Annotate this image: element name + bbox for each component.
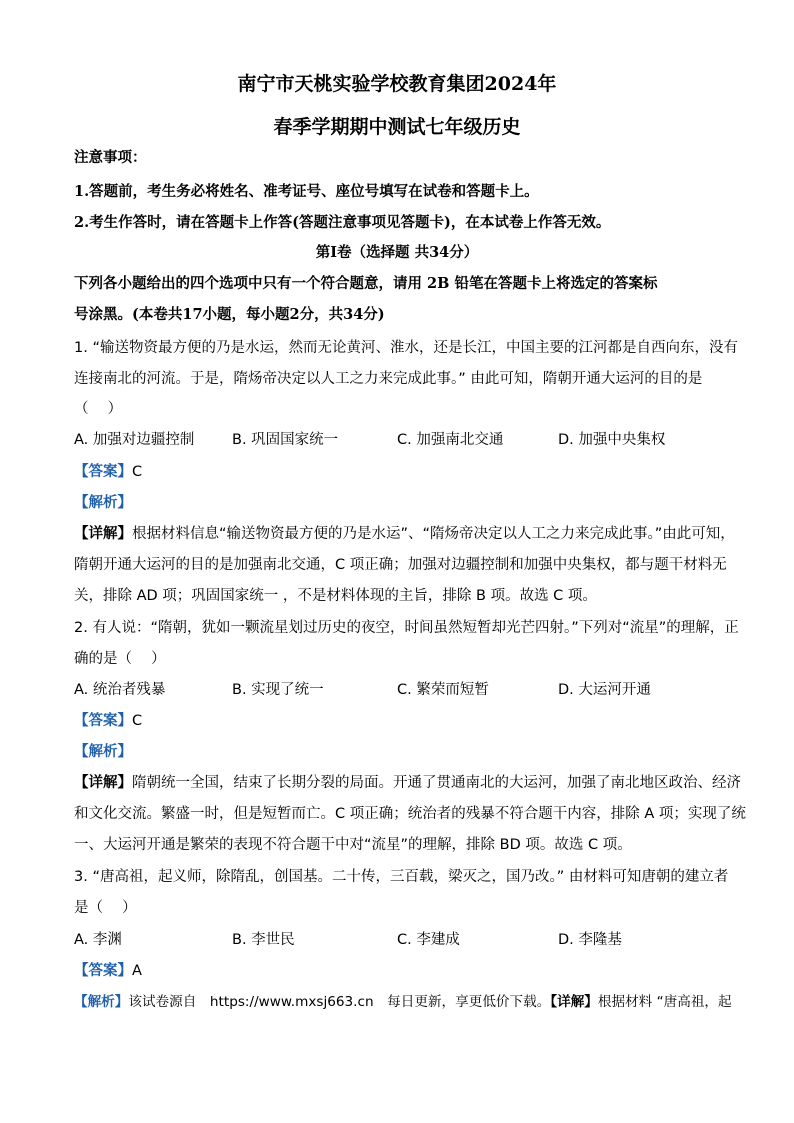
q1-stem-line1: 1. “输送物资最方便的乃是水运，然而无论黄河、淮水，还是长江，中国主要的江河都是自西向东，没有 (74, 340, 738, 356)
notice-item-2: 2.考生作答时，请在答题卡上作答(答题注意事项见答题卡)，在本试卷上作答无效。 (74, 214, 611, 231)
detail-label: 【详解】 (74, 775, 132, 791)
detail-label: 【详解】 (74, 526, 132, 542)
q1-option-c: C. 加强南北交通 (397, 432, 504, 448)
section-instructions-line2: 号涂黑。(本卷共17小题，每小题2分，共34分) (74, 306, 385, 323)
q2-analysis (74, 741, 724, 763)
section-title: 第Ⅰ卷（选择题 共34分） (315, 244, 479, 261)
q2-detail-line2: 和文化交流。繁盛一时，但是短暂而亡。C 项正确；统治者的残暴不符合题干内容，排除 A 项；实现了统 (74, 806, 746, 822)
q1-answer-value: C (132, 464, 143, 480)
q3-detail-start: 根据材料 “唐高祖，起 (597, 994, 732, 1010)
q3-option-d: D. 李隆基 (558, 932, 622, 948)
q2-stem-line1: 2. 有人说：“隋朝，犹如一颗流星划过历史的夜空，时间虽然短暂却光芒四射。”下列对“流星”的理解，正 (74, 620, 739, 636)
q3-answer-value: A (132, 963, 142, 979)
q1-detail-line3: 关，排除 AD 项；巩固国家统一 ，不是材料体现的主旨，排除 B 项。故选 C 项。 (74, 588, 597, 604)
notice-heading: 注意事项： (74, 149, 147, 166)
q2-answer (74, 710, 724, 732)
q1-option-a: A. 加强对边疆控制 (74, 432, 195, 448)
detail-label: 【详解】 (550, 994, 598, 1010)
notice-item-1: 1.答题前，考生务必将姓名、准考证号、座位号填写在试卷和答题卡上。 (74, 183, 539, 200)
analysis-label: 【解析】 (74, 994, 129, 1010)
q2-option-b: B. 实现了统一 (232, 682, 324, 698)
q2-option-d: D. 大运河开通 (558, 682, 651, 698)
answer-label: 【答案】 (74, 713, 132, 729)
q2-option-a: A. 统治者残暴 (74, 682, 166, 698)
answer-label: 【答案】 (74, 464, 132, 480)
section-instructions-line1: 下列各小题给出的四个选项中只有一个符合题意，请用 2B 铅笔在答题卡上将选定的答案标 (74, 275, 658, 292)
q3-stem-line1: 3. “唐高祖，起义师，除隋乱，创国基。二十传，三百载，梁灭之，国乃改。” 由材料可知唐朝的建立者 (74, 869, 729, 885)
q3-option-b: B. 李世民 (232, 932, 295, 948)
q1-analysis (74, 492, 724, 514)
q1-stem-line3: （ ） (74, 401, 123, 417)
q3-stem-line2: 是（ ） (74, 900, 137, 916)
exam-title-line1: 南宁市天桃实验学校教育集团2024年 (237, 73, 557, 95)
analysis-label: 【解析】 (74, 744, 132, 760)
q2-answer-value: C (132, 713, 143, 729)
q1-stem-line2: 连接南北的河流。于是，隋炀帝决定以人工之力来完成此事。” 由此可知，隋朝开通大运河的目的是 (74, 371, 703, 387)
q2-stem-line2: 确的是（ ） (74, 651, 166, 667)
q2-detail-line1 (74, 772, 741, 794)
q3-analysis (74, 991, 732, 1013)
q2-detail-line3: 一、大运河开通是繁荣的表现不符合题干中对“流星”的理解，排除 BD 项。故选 C 项。 (74, 837, 632, 853)
q1-option-b: B. 巩固国家统一 (232, 432, 339, 448)
q1-detail-line2: 隋朝开通大运河的目的是加强南北交通，C 项正确；加强对边疆控制和加强中央集权，都与题干材料无 (74, 557, 727, 573)
q1-detail-line1 (74, 523, 735, 545)
answer-label: 【答案】 (74, 963, 132, 979)
q1-answer (74, 461, 724, 483)
q3-option-a: A. 李渊 (74, 932, 122, 948)
q2-option-c: C. 繁荣而短暂 (397, 682, 489, 698)
q2-detail-text1: 隋朝统一全国，结束了长期分裂的局面。开通了贯通南北的大运河，加强了南北地区政治、经济 (132, 775, 741, 791)
q3-answer (74, 960, 724, 982)
q3-option-c: C. 李建成 (397, 932, 460, 948)
analysis-label: 【解析】 (74, 495, 132, 511)
q1-option-d: D. 加强中央集权 (558, 432, 666, 448)
q3-analysis-text: 该试卷源自 https://www.mxsj663.cn 每日更新，享更低价下载。 (128, 994, 551, 1010)
exam-title-line2: 春季学期期中测试七年级历史 (273, 116, 521, 138)
q1-detail-text1: 根据材料信息“输送物资最方便的乃是水运”、“隋炀帝决定以人工之力来完成此事。”由此可知， (132, 526, 735, 542)
